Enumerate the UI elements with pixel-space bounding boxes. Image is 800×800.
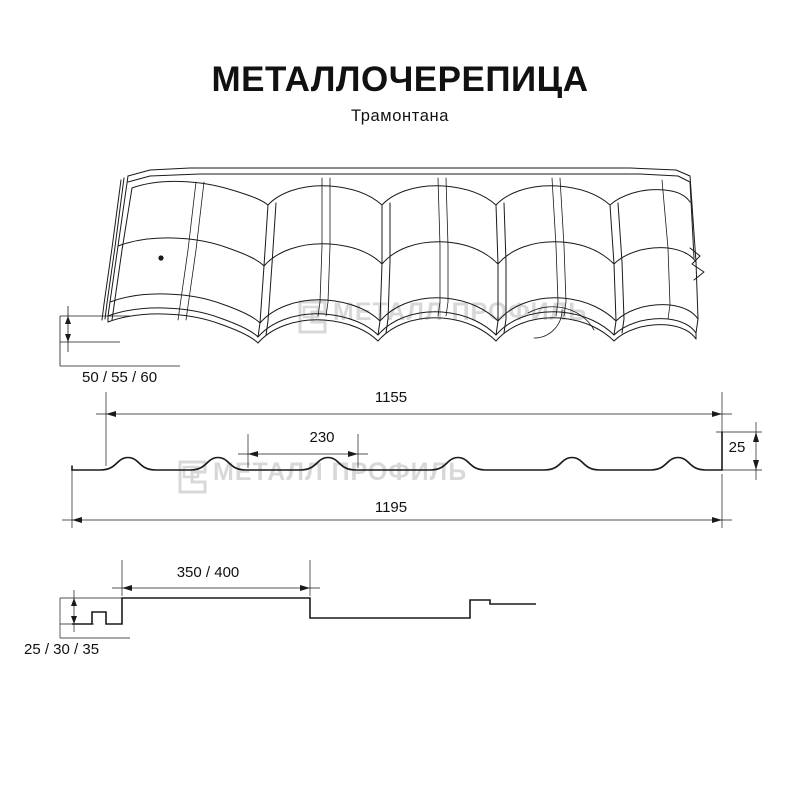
watermark-logo-2 [180,462,205,492]
dimension-label-tile-step: 25 / 30 / 35 [24,641,100,658]
dimension-label-wave-height: 25 [728,439,746,456]
page-title: МЕТАЛЛОЧЕРЕПИЦА [211,60,589,99]
dimension-label-wave-pitch: 230 [309,429,335,446]
dimension-label-height-step: 50 / 55 / 60 [82,369,158,386]
dimension-label-total-width: 1195 [374,499,408,516]
watermark-text-1: МЕТАЛЛ ПРОФИЛЬ [333,298,588,326]
side-section-view [72,598,536,624]
dimension-tile-step [60,590,130,638]
watermark-logo-1 [300,302,325,332]
dimension-label-tile-length: 350 / 400 [176,564,240,581]
dimension-usable-width [96,392,732,466]
dimension-height-step [60,306,180,366]
watermark-text-2: МЕТАЛЛ ПРОФИЛЬ [213,458,468,486]
page-subtitle: Трамонтана [351,106,449,125]
dimension-label-usable-width: 1155 [374,389,408,406]
